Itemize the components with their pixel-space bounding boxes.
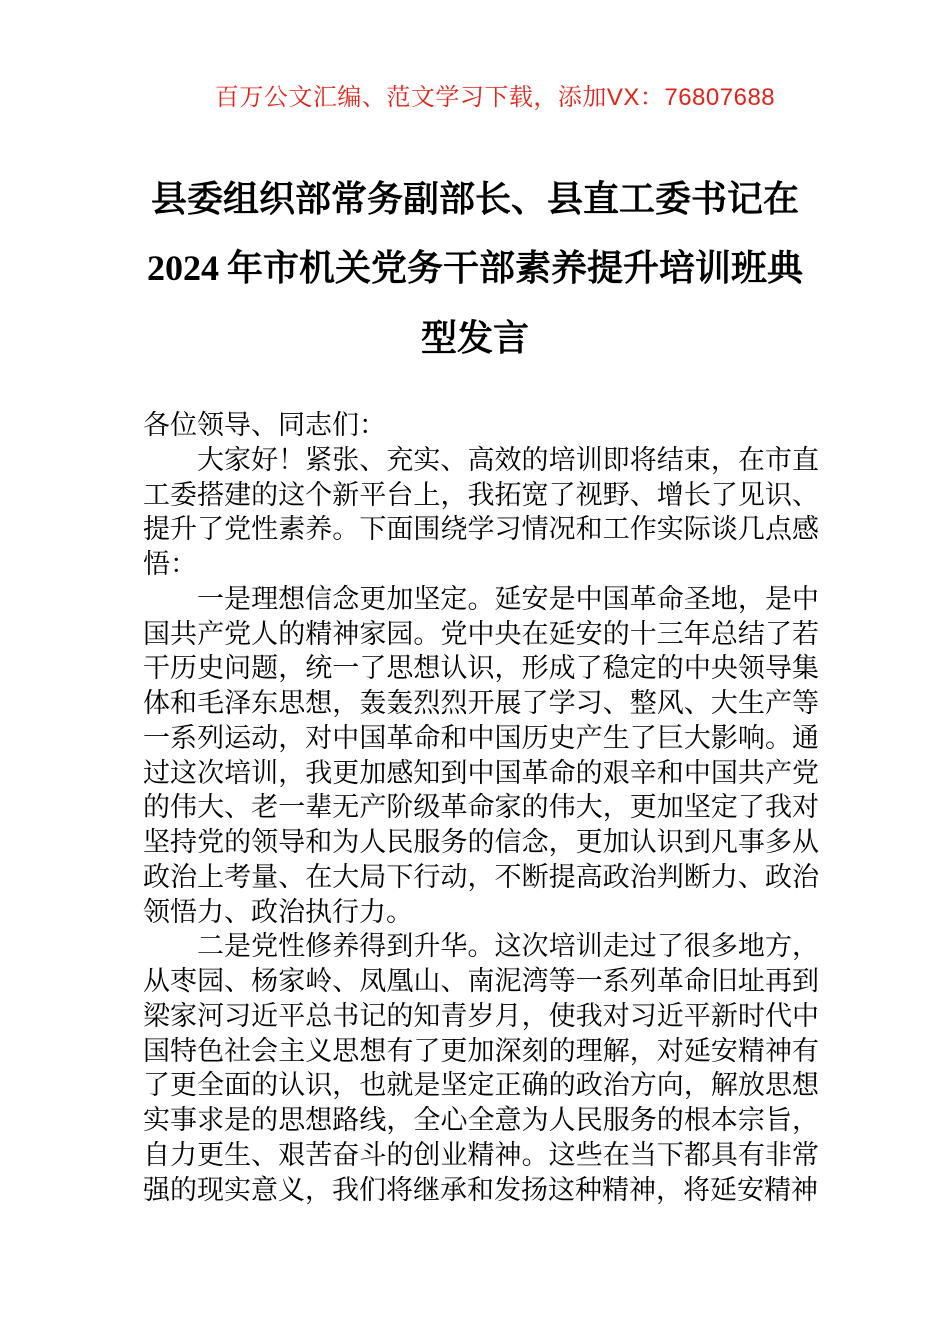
paragraph-opening: 大家好！紧张、充实、高效的培训即将结束，在市直工委搭建的这个新平台上，我拓宽了视野、增长了见识、提升了党性素养。下面围绕学习情况和工作实际谈几点感悟： [143,444,819,579]
title-line-3: 型发言 [420,317,529,358]
title-line-2 [80,233,870,303]
paragraph-point-two: 二是党性修养得到升华。这次培训走过了很多地方，从枣园、杨家岭、凤凰山、南泥湾等一系列革命旧址再到梁家河习近平总书记的知青岁月，使我对习近平新时代中国特色社会主义思想有了更加深刻的理解，对延安精神有了更全面的认识，也就是坚定正确的政治方向，解放思想实事求是的思想路线，全心全意为人民服务的根本宗旨，自力更生、艰苦奋斗的创业精神。这些在当下都具有非常强的现实意义，我们将继承和发扬这种精神，将延安精神 [143,931,819,1205]
document-title [80,164,870,372]
title-line-2-text: 年市机关党务干部素养提升培训班典 [226,247,803,288]
document-body [143,408,819,1207]
paragraph-point-one: 一是理想信念更加坚定。延安是中国革命圣地，是中国共产党人的精神家园。党中央在延安的十三年总结了若干历史问题，统一了思想认识，形成了稳定的中央领导集体和毛泽东思想，轰轰烈烈开展了学习、整风、大生产等一系列运动，对中国革命和中国历史产生了巨大影响。通过这次培训，我更加感知到中国革命的艰辛和中国共产党的伟大、老一辈无产阶级革命家的伟大，更加坚定了我对坚持党的领导和为人民服务的信念，更加认识到凡事多从政治上考量、在大局下行动，不断提高政治判断力、政治领悟力、政治执行力。 [143,583,819,927]
salutation: 各位领导、同志们： [143,410,386,440]
title-year: 2024 [146,248,219,288]
title-line-1: 县委组织部常务副部长、县直工委书记在 [150,178,799,219]
promo-header-text: 百万公文汇编、范文学习下载，添加VX：76807688 [214,84,776,111]
